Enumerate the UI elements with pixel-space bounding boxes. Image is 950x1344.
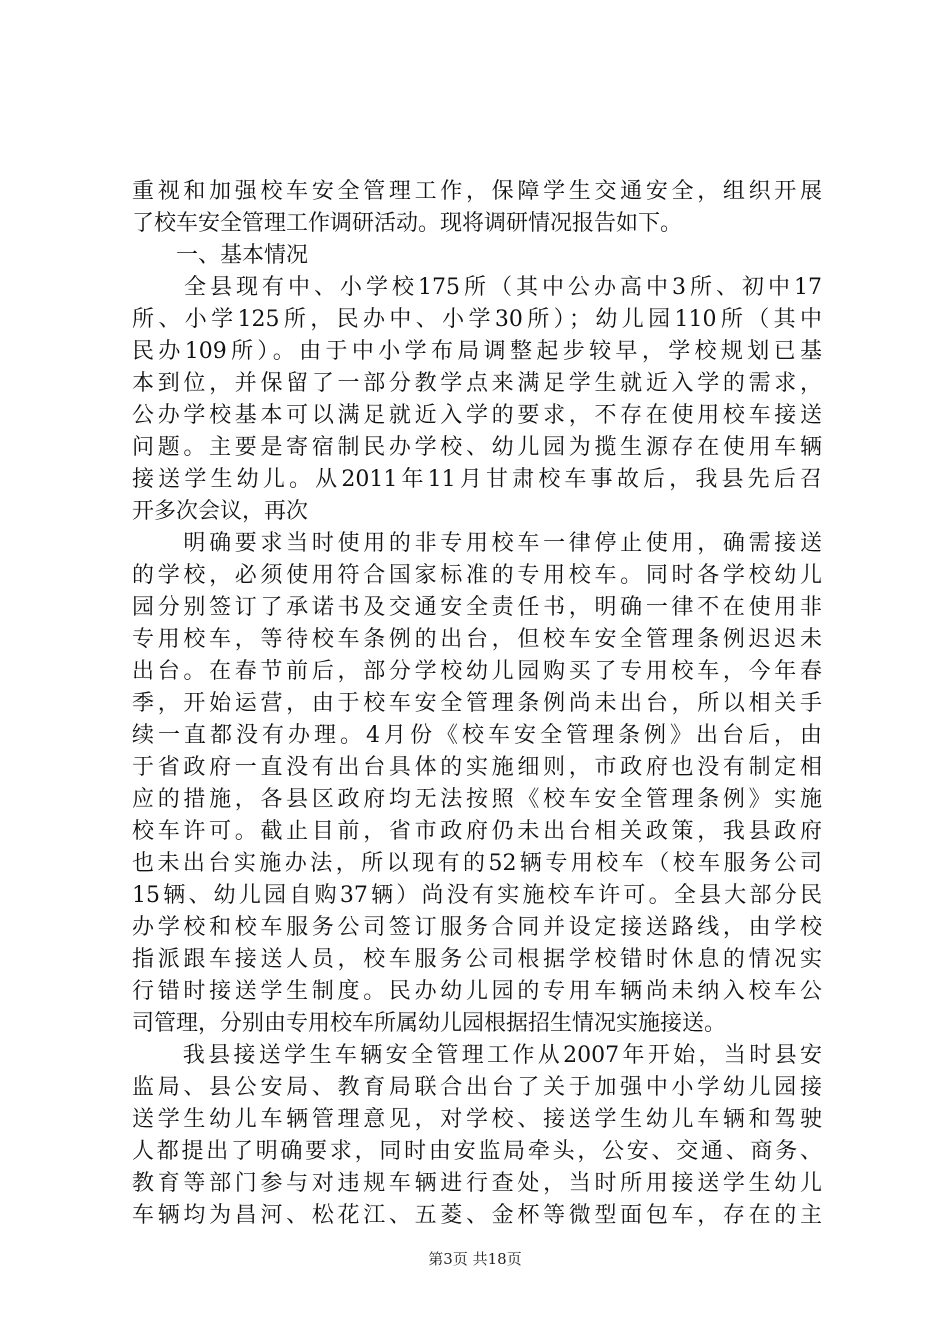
text-line: 指派跟车接送人员，校车服务公司根据学校错时休息的情况实 — [132, 947, 822, 972]
text-line: 应的措施，各县区政府均无法按照《校车安全管理条例》实施 — [132, 787, 822, 812]
text-line: 民办109所）。由于中小学布局调整起步较早，学校规划已基 — [132, 339, 822, 364]
text-line: 司管理，分别由专用校车所属幼儿园根据招生情况实施接送。 — [132, 1011, 727, 1036]
document-body — [132, 176, 822, 1232]
text-line: 教育等部门参与对违规车辆进行查处，当时所用接送学生幼儿 — [132, 1171, 822, 1196]
text-line: 本到位，并保留了一部分教学点来满足学生就近入学的需求， — [132, 371, 822, 396]
text-line: 公办学校基本可以满足就近入学的要求，不存在使用校车接送 — [132, 403, 822, 428]
text-line: 校车许可。截止目前，省市政府仍未出台相关政策，我县政府 — [132, 819, 822, 844]
text-line: 全县现有中、小学校175所（其中公办高中3所、初中17 — [132, 275, 822, 300]
text-line: 也未出台实施办法，所以现有的52辆专用校车（校车服务公司 — [132, 851, 822, 876]
text-line: 我县接送学生车辆安全管理工作从2007年开始，当时县安 — [132, 1043, 822, 1068]
text-line: 人都提出了明确要求，同时由安监局牵头，公安、交通、商务、 — [132, 1139, 822, 1164]
text-line: 明确要求当时使用的非专用校车一律停止使用，确需接送 — [132, 531, 822, 556]
text-line: 出台。在春节前后，部分学校幼儿园购买了专用校车，今年春 — [132, 659, 822, 684]
text-line: 了校车安全管理工作调研活动。现将调研情况报告如下。 — [132, 211, 683, 236]
text-line: 行错时接送学生制度。民办幼儿园的专用车辆尚未纳入校车公 — [132, 979, 822, 1004]
text-line: 于省政府一直没有出台具体的实施细则，市政府也没有制定相 — [132, 755, 822, 780]
text-line: 接送学生幼儿。从2011年11月甘肃校车事故后，我县先后召 — [132, 467, 822, 492]
text-line: 专用校车，等待校车条例的出台，但校车安全管理条例迟迟未 — [132, 627, 822, 652]
text-line: 监局、县公安局、教育局联合出台了关于加强中小学幼儿园接 — [132, 1075, 822, 1100]
text-line: 送学生幼儿车辆管理意见，对学校、接送学生幼儿车辆和驾驶 — [132, 1107, 822, 1132]
text-line: 重视和加强校车安全管理工作，保障学生交通安全，组织开展 — [132, 179, 822, 204]
text-line: 园分别签订了承诺书及交通安全责任书，明确一律不在使用非 — [132, 595, 822, 620]
text-line: 一、基本情况 — [132, 243, 309, 268]
text-line: 车辆均为昌河、松花江、五菱、金杯等微型面包车，存在的主 — [132, 1203, 822, 1228]
text-line: 问题。主要是寄宿制民办学校、幼儿园为揽生源存在使用车辆 — [132, 435, 822, 460]
text-line: 季，开始运营，由于校车安全管理条例尚未出台，所以相关手 — [132, 691, 822, 716]
page-number: 第3页 共18页 — [428, 1250, 522, 1268]
text-line: 15辆、幼儿园自购37辆）尚没有实施校车许可。全县大部分民 — [132, 883, 822, 908]
text-line: 办学校和校车服务公司签订服务合同并设定接送路线，由学校 — [132, 915, 822, 940]
text-line: 续一直都没有办理。4月份《校车安全管理条例》出台后，由 — [132, 723, 822, 748]
text-line: 的学校，必须使用符合国家标准的专用校车。同时各学校幼儿 — [132, 563, 822, 588]
text-line: 开多次会议，再次 — [132, 499, 309, 524]
text-line: 所、小学125所，民办中、小学30所）；幼儿园110所（其中 — [132, 307, 822, 332]
